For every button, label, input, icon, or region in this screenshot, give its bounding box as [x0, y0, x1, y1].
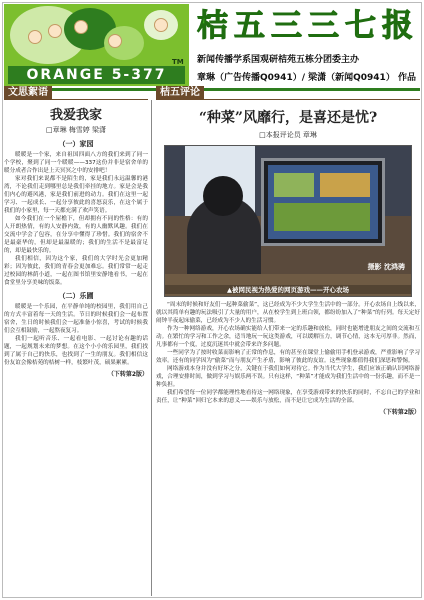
paragraph: 我们一起听音乐、一起看电影、一起讨论有趣的话题，一起规划未来的梦想。在这个小小的乐园里，我们找到了属于自己的快乐，也找到了一生的朋友。我们相信这份友谊会像桔苑的桔树一样，枝繁叶茂，硕果累累。 — [4, 336, 148, 366]
computer-monitor — [261, 158, 385, 246]
game-screen — [268, 165, 378, 239]
essay-column — [4, 100, 148, 596]
kid-face-icon — [74, 20, 88, 34]
screen-field — [274, 203, 370, 231]
section-tag-essay: 文思絮语 — [4, 86, 52, 100]
essay-title: 我爱我家 — [49, 108, 102, 123]
section-tag-commentary: 桔五评论 — [156, 86, 204, 100]
logo-text: ORANGE 5-377 — [8, 66, 185, 84]
commentary-headline: “种菜”风靡行，是喜还是忧? — [198, 110, 378, 126]
paragraph: 网络游戏本身并没有好坏之分，关键在于我们如何对待它。作为当代大学生，我们应该正确认识网络游戏，合理安排时间，做到学习与娱乐两不误。只有这样，“种菜”才能成为我们生活中的一份乐趣，而不是一种负担。 — [156, 366, 420, 388]
commentary-byline: □本报评论员 章琳 — [259, 131, 317, 139]
commentary-body — [156, 301, 420, 405]
publisher-line: 新闻传播学系国观研桔苑五栋分团委主办 — [197, 55, 360, 65]
photo-caption: ▲被网民视为热爱的网页游戏——开心农场 — [165, 285, 411, 294]
kid-face-icon — [28, 30, 42, 44]
paragraph: 作为一种网络游戏，开心农场确实能给人们带来一定的乐趣和放松，同时也能增进朋友之间的交流和互动。在繁忙的学习和工作之余，适当地玩一玩这类游戏，可以缓解压力，调节心情，这本无可厚非。然而，凡事都有一个度，过度沉迷其中就会带来许多问题。 — [156, 326, 420, 348]
paragraph: 暖暖是一个乐园，在平静单纯的校园里，我们用自己的方式丰富着每一天的生活。节日的时候我们会一起布置宿舍，生日的时候我们会一起准备小惊喜，考试的时候我们会互相鼓励，一起熬夜复习。 — [4, 304, 148, 334]
paragraph: 一些同学为了按时收菜而影响了正常的作息，有的甚至在课堂上偷偷用手机登录游戏，严重影响了学习效率。还有的同学因为“偷菜”而与朋友产生矛盾，影响了彼此的友谊。这些现象都值得我们深思和警惕。 — [156, 350, 420, 364]
column-divider — [151, 100, 152, 596]
authors-line: 章琳（广告传播Q0941）/ 梁潇（新闻Q0941） 作品 — [197, 73, 416, 83]
kid-face-icon — [154, 18, 168, 32]
logo — [4, 4, 189, 86]
screen-field — [274, 173, 314, 197]
screen-field — [320, 173, 370, 197]
continued-note: （下转第2版） — [379, 409, 420, 416]
paragraph: 暖暖是一个家，来自祖国四面八方的我们来到了同一个学校，聚到了同一个暖暖——337这份并非是宿舍单的暖分成者合作出是上天冥冥之中的安排吧！ — [4, 152, 148, 174]
paper-title: 桔五三三七报 — [197, 8, 419, 44]
section-heading: （一）家园 — [58, 140, 94, 148]
commentary-column — [156, 100, 420, 596]
continued-note: （下转第2版） — [107, 371, 148, 378]
kid-face-icon — [108, 34, 122, 48]
paragraph: 我们希望每一位同学都能理性地看待这一网络现象，在享受游戏带来的快乐的同时，不忘自己的学业和责任，让“种菜”回归它本来的意义——娱乐与放松，而不是让它成为生活的全部。 — [156, 390, 420, 404]
essay-byline: □章琳 梅雪婷 梁潇 — [45, 126, 107, 134]
photo — [164, 145, 412, 297]
logo-trademark: TM — [172, 58, 184, 66]
paragraph: 如今我们在一个屋檐下，但却拥有不同的性格：有的人开朗热情，有的人安静内敛，有的人幽默风趣。我们在交流中学会了包容，在分享中懂得了珍惜。我们的宿舍不是最豪华的，但却是最温暖的；我们的生活不是最富足的，却是最快乐的。 — [4, 216, 148, 254]
paragraph: 我们相信，因为这个家，我们的大学时光会更加精彩；因为彼此，我们的青春会更加难忘。我们常常一起走过校园的林荫小道，一起在图书馆里安静地看书，一起在食堂里分享美味的饭菜。 — [4, 256, 148, 286]
section-heading: （二）乐圃 — [58, 292, 94, 300]
paragraph: 家对我们来说都不是陌生的，家是我们永远温馨的港湾，不论我们走到哪里总是我们牵挂的地方。家是会是我们内心的避风港，家是我们前进的动力。我们在这里一起学习、一起成长、一起分享彼此的喜怒哀乐，在这个属于我们的小家里，每一天都充满了欢声笑语。 — [4, 176, 148, 214]
kid-face-icon — [48, 24, 62, 38]
masthead-divider — [4, 88, 420, 91]
person-head — [203, 176, 243, 216]
paragraph: “周末的时候和好友们一起种菜偷菜”，这已经成为不少大学生生活中的一部分。开心农场自上线以来，就以其简单有趣的玩法吸引了大量的用户，从在校学生到上班白领，都纷纷加入了“种菜”的行列。每天定好闹钟半夜起床偷菜，已经成为不少人的生活习惯。 — [156, 302, 420, 324]
photo-credit: 摄影 沈鸿骋 — [367, 263, 405, 271]
